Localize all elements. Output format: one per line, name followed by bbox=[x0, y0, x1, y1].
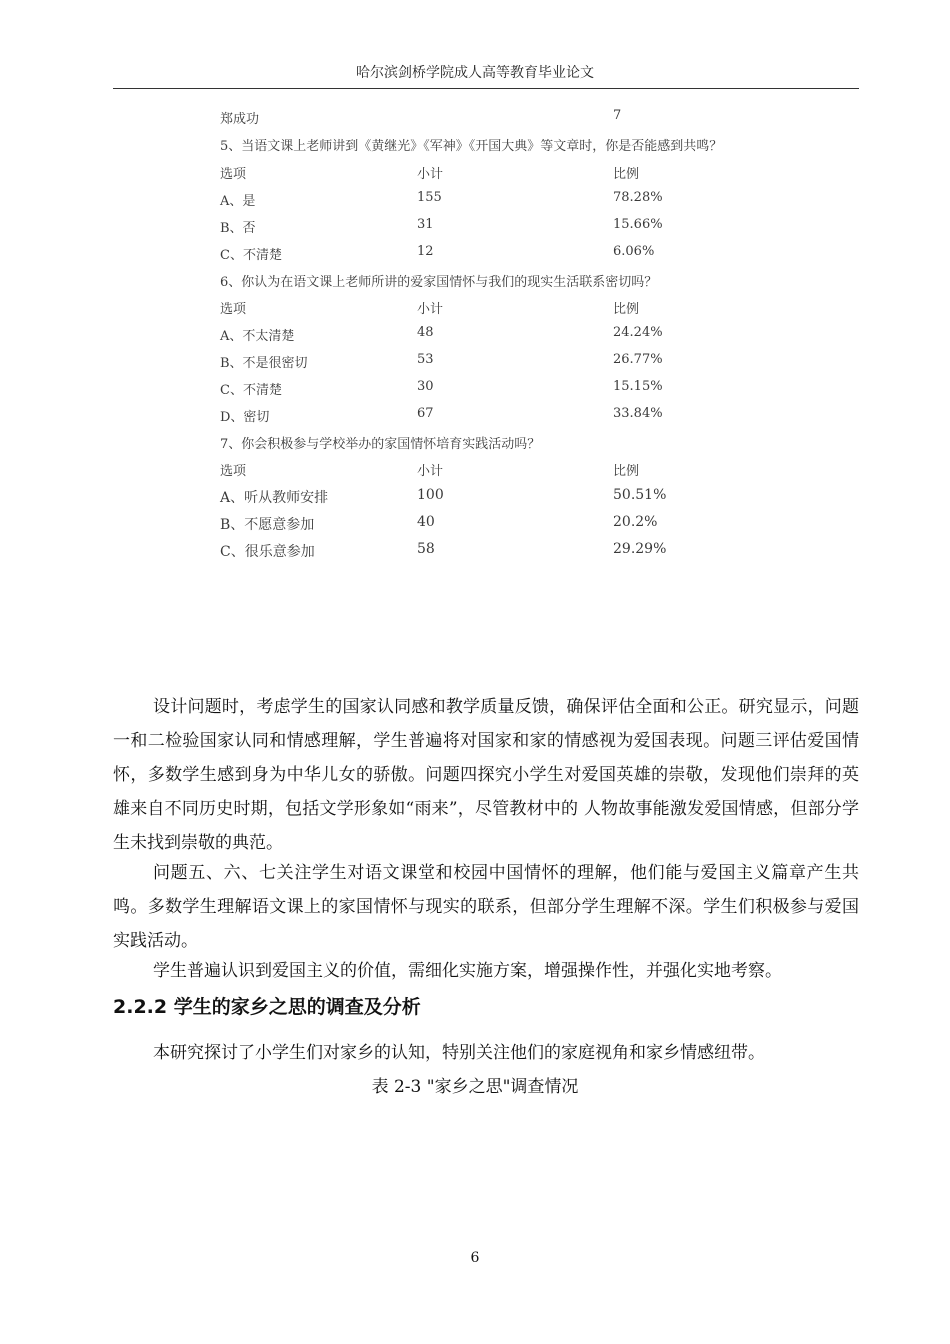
option-cell: A、不太清楚 bbox=[220, 329, 295, 344]
col-option: 选项 bbox=[220, 302, 247, 317]
ratio-cell: 15.66% bbox=[613, 217, 663, 232]
ratio-cell: 29.29% bbox=[613, 541, 667, 557]
survey-question-7: 7、你会积极参与学校举办的家国情怀培育实践活动吗？ bbox=[220, 437, 541, 452]
count-cell: 58 bbox=[417, 541, 435, 557]
count-cell: 12 bbox=[417, 244, 434, 259]
option-cell: C、不清楚 bbox=[220, 248, 282, 263]
body-paragraph-3: 学生普遍认识到爱国主义的价值，需细化实施方案，增强操作性，并强化实地考察。 bbox=[153, 961, 782, 981]
ratio-cell: 6.06% bbox=[613, 244, 655, 259]
count-cell: 30 bbox=[417, 379, 434, 394]
option-cell: C、很乐意参加 bbox=[220, 544, 315, 560]
ratio-cell: 26.77% bbox=[613, 352, 663, 367]
col-count: 小计 bbox=[417, 167, 444, 182]
ratio-cell: 15.15% bbox=[613, 379, 663, 394]
ratio-cell: 20.2% bbox=[613, 514, 658, 530]
ratio-cell: 50.51% bbox=[613, 487, 667, 503]
option-cell: B、否 bbox=[220, 221, 256, 236]
option-cell: D、密切 bbox=[220, 410, 270, 425]
table-caption: 表 2-3 "家乡之思"调查情况 bbox=[371, 1077, 579, 1097]
count-cell: 155 bbox=[417, 190, 442, 205]
page-number: 6 bbox=[470, 1250, 480, 1266]
col-count: 小计 bbox=[417, 302, 444, 317]
ratio-cell: 78.28% bbox=[613, 190, 663, 205]
survey-top-count: 7 bbox=[613, 108, 622, 123]
col-option: 选项 bbox=[220, 167, 247, 182]
survey-question-6: 6、你认为在语文课上老师所讲的爱家国情怀与我们的现实生活联系密切吗？ bbox=[220, 275, 658, 290]
count-cell: 67 bbox=[417, 406, 434, 421]
header-rule bbox=[113, 88, 859, 89]
option-cell: A、是 bbox=[220, 194, 256, 209]
body-paragraph-1: 设计问题时，考虑学生的国家认同感和教学质量反馈，确保评估全面和公正。研究显示，问题一和二检验国家认同和情感理解，学生普遍将对国家和家的情感视为爱国表现。问题三评估爱国情怀，多数学生感到身为中华儿女的骄傲。问题四探究小学生对爱国英雄的崇敬，发现他们崇拜的英雄来自不同历史时期，包括文学形象如“雨来”，尽管教材中的 人物故事能激发爱国情感，但部分学生未找到崇敬的典范。 bbox=[113, 697, 859, 853]
count-cell: 100 bbox=[417, 487, 444, 503]
count-cell: 40 bbox=[417, 514, 435, 530]
option-cell: B、不是很密切 bbox=[220, 356, 308, 371]
running-header: 哈尔滨剑桥学院成人高等教育毕业论文 bbox=[356, 65, 594, 81]
body-paragraph-2: 问题五、六、七关注学生对语文课堂和校园中国情怀的理解，他们能与爱国主义篇章产生共鸣。多数学生理解语文课上的家国情怀与现实的联系，但部分学生理解不深。学生们积极参与爱国实践活动。 bbox=[113, 863, 859, 951]
col-ratio: 比例 bbox=[613, 167, 640, 182]
body-paragraph-4: 本研究探讨了小学生们对家乡的认知，特别关注他们的家庭视角和家乡情感纽带。 bbox=[153, 1043, 765, 1063]
option-cell: C、不清楚 bbox=[220, 383, 282, 398]
option-cell: B、不愿意参加 bbox=[220, 517, 315, 533]
survey-question-5: 5、当语文课上老师讲到《黄继光》《军神》《开国大典》等文章时，你是否能感到共鸣？ bbox=[220, 139, 723, 154]
col-option: 选项 bbox=[220, 464, 247, 479]
col-ratio: 比例 bbox=[613, 464, 640, 479]
count-cell: 31 bbox=[417, 217, 434, 232]
ratio-cell: 33.84% bbox=[613, 406, 663, 421]
survey-top-name: 郑成功 bbox=[220, 112, 260, 127]
col-count: 小计 bbox=[417, 464, 444, 479]
count-cell: 53 bbox=[417, 352, 434, 367]
section-heading: 2.2.2 学生的家乡之思的调查及分析 bbox=[113, 996, 421, 1018]
count-cell: 48 bbox=[417, 325, 434, 340]
option-cell: A、听从教师安排 bbox=[220, 490, 329, 506]
col-ratio: 比例 bbox=[613, 302, 640, 317]
ratio-cell: 24.24% bbox=[613, 325, 663, 340]
